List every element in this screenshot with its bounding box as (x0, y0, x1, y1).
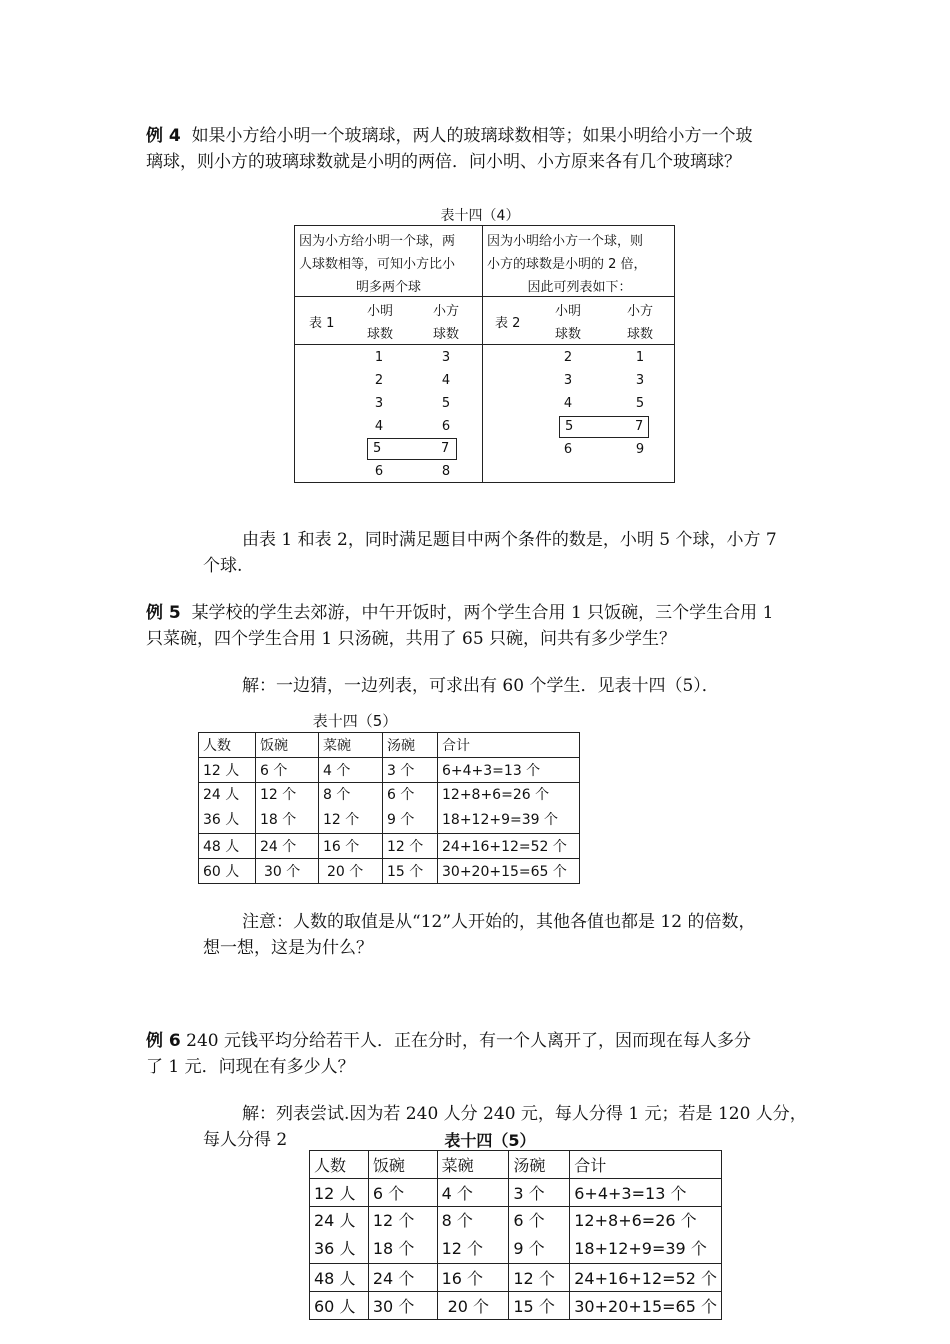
cell: 3 个 (383, 758, 438, 783)
cell: 24+16+12=52 个 (438, 834, 580, 859)
t2-col-xf-2: 球数 (626, 327, 653, 342)
ex6-solution-line2: 每人分得 2 (203, 1130, 288, 1150)
t1-xf-value: 4 (441, 373, 451, 388)
t2-col-xm-1: 小明 (554, 304, 581, 319)
header-soup-bowl: 汤碗 (383, 733, 438, 758)
t2-xf-value: 3 (635, 373, 645, 388)
table-14-5 (198, 732, 580, 884)
cell: 15 个 (383, 859, 438, 884)
ex4-table-title: 表十四（4） (440, 208, 520, 224)
table-rule (295, 296, 674, 297)
cell-line: 6 个 (513, 1211, 545, 1230)
cell (368, 1207, 437, 1264)
header-dish-bowl: 菜碗 (319, 733, 383, 758)
cell: 12 人 (310, 1179, 369, 1207)
t2-xm-value: 4 (563, 396, 573, 411)
cell: 24+16+12=52 个 (570, 1264, 722, 1292)
table-14-4 (294, 225, 675, 483)
cell-line: 18 个 (372, 1239, 415, 1258)
cell (570, 1207, 722, 1264)
table-rule (295, 344, 674, 345)
cell-line: 6 个 (387, 787, 415, 803)
ex4-line1: 如果小方给小明一个玻璃球，两人的玻璃球数相等；如果小明给小方一个玻 (191, 126, 753, 146)
ex5-label: 例 5 (146, 603, 181, 623)
t1-xm-value: 2 (374, 373, 384, 388)
cell-line: 24 人 (314, 1211, 356, 1230)
t1-xf-value: 6 (441, 419, 451, 434)
cell-line: 12 个 (323, 812, 360, 828)
header-dish-bowl: 菜碗 (437, 1151, 509, 1179)
t1-xm-value: 4 (374, 419, 384, 434)
cell-line: 8 个 (441, 1211, 473, 1230)
cell: 30+20+15=65 个 (438, 859, 580, 884)
cell-line: 18 个 (260, 812, 297, 828)
ex4-label: 例 4 (146, 126, 181, 146)
ex6-solution-line1: 解：列表尝试.因为若 240 人分 240 元，每人分得 1 元；若是 120 人分， (242, 1104, 807, 1124)
t1-col-xm-2: 球数 (366, 327, 393, 342)
cell (438, 783, 580, 834)
header-people: 人数 (310, 1151, 369, 1179)
cell: 4 个 (437, 1179, 509, 1207)
t1-xm-value: 1 (374, 350, 384, 365)
cell: 30 个 (256, 859, 319, 884)
header-total: 合计 (438, 733, 580, 758)
ex4-conclusion-line2: 个球. (203, 556, 243, 576)
t1-col-xf-2: 球数 (432, 327, 459, 342)
t1-col-xf-1: 小方 (432, 304, 459, 319)
ex5-solution: 解：一边猜，一边列表，可求出有 60 个学生．见表十四（5）． (242, 676, 719, 696)
table1-label: 表 1 (309, 316, 335, 331)
cell-line: 9 个 (513, 1239, 545, 1258)
cell (256, 783, 319, 834)
cell-line: 12+8+6=26 个 (442, 787, 550, 803)
ex5-table-title: 表十四（5） (312, 712, 398, 730)
cell (310, 1207, 369, 1264)
ex6-table-title: 表十四（5） (444, 1131, 536, 1150)
cell: 30+20+15=65 个 (570, 1292, 722, 1320)
ex5-note-line2: 想一想，这是为什么？ (203, 938, 373, 958)
header-rice-bowl: 饭碗 (256, 733, 319, 758)
t1-xf-value: 7 (441, 441, 450, 456)
cell-line: 36 人 (314, 1239, 356, 1258)
header-total: 合计 (570, 1151, 722, 1179)
cell-line: 8 个 (323, 787, 351, 803)
left-note-line: 人球数相等，可知小方比小 (299, 257, 456, 272)
cell: 6+4+3=13 个 (570, 1179, 722, 1207)
cell (509, 1207, 570, 1264)
right-note-line: 因此可列表如下： (527, 280, 632, 295)
table2-label: 表 2 (495, 316, 521, 331)
right-note-line: 因为小明给小方一个球，则 (487, 234, 644, 249)
header-soup-bowl: 汤碗 (509, 1151, 570, 1179)
ex5-text-line1 (146, 601, 773, 626)
cell: 12 个 (509, 1264, 570, 1292)
t2-xm-value: 3 (563, 373, 573, 388)
cell-line: 18+12+9=39 个 (442, 812, 558, 828)
cell: 48 人 (199, 834, 256, 859)
cell-line: 12 个 (372, 1211, 415, 1230)
cell-line: 9 个 (387, 812, 415, 828)
ex4-text-line1 (146, 124, 753, 149)
cell: 3 个 (509, 1179, 570, 1207)
t2-xf-value: 5 (635, 396, 645, 411)
cell: 60 人 (310, 1292, 369, 1320)
ex6-label: 例 6 (146, 1031, 181, 1051)
cell: 16 个 (319, 834, 383, 859)
t2-xf-value: 7 (635, 419, 644, 434)
ex4-line2: 璃球，则小方的玻璃球数就是小明的两倍．问小明、小方原来各有几个玻璃球？ (146, 152, 741, 172)
cell (319, 783, 383, 834)
cell (383, 783, 438, 834)
cell: 20 个 (437, 1292, 509, 1320)
cell: 20 个 (319, 859, 383, 884)
cell: 24 个 (368, 1264, 437, 1292)
t1-xf-value: 8 (441, 464, 451, 479)
ex6-line2: 了 1 元．问现在有多少人？ (146, 1057, 355, 1077)
t1-xm-value: 3 (374, 396, 384, 411)
cell-line: 12 个 (260, 787, 297, 803)
ex5-line2: 只菜碗，四个学生合用 1 只汤碗，共用了 65 只碗，问共有多少学生？ (146, 629, 677, 649)
ex5-line1: 某学校的学生去郊游，中午开饭时，两个学生合用 1 只饭碗，三个学生合用 1 (191, 603, 774, 623)
t1-col-xm-1: 小明 (366, 304, 393, 319)
t2-xm-value: 5 (565, 419, 574, 434)
cell-line: 36 人 (203, 812, 240, 828)
t2-xm-value: 2 (563, 350, 573, 365)
cell: 6 个 (256, 758, 319, 783)
t1-xf-value: 5 (441, 396, 451, 411)
t2-col-xf-1: 小方 (626, 304, 653, 319)
table-14-5-repeat (309, 1150, 722, 1320)
ex6-line1: 240 元钱平均分给若干人．正在分时，有一个人离开了，因而现在每人多分 (186, 1031, 752, 1051)
left-note-line: 因为小方给小明一个球，两 (299, 234, 456, 249)
cell: 48 人 (310, 1264, 369, 1292)
cell: 15 个 (509, 1292, 570, 1320)
ex6-text-line1 (146, 1029, 751, 1054)
cell: 16 个 (437, 1264, 509, 1292)
cell (199, 783, 256, 834)
cell: 30 个 (368, 1292, 437, 1320)
t1-xf-value: 3 (441, 350, 451, 365)
cell-line: 24 人 (203, 787, 240, 803)
t2-xf-value: 9 (635, 442, 645, 457)
ex5-note-line1: 注意：人数的取值是从“12”人开始的，其他各值也都是 12 的倍数， (242, 912, 756, 932)
left-note-line: 明多两个球 (355, 280, 421, 295)
cell: 24 个 (256, 834, 319, 859)
t1-xm-value: 5 (373, 441, 382, 456)
cell-line: 18+12+9=39 个 (574, 1239, 707, 1258)
cell: 4 个 (319, 758, 383, 783)
cell: 12 人 (199, 758, 256, 783)
t1-xm-value: 6 (374, 464, 384, 479)
header-rice-bowl: 饭碗 (368, 1151, 437, 1179)
header-people: 人数 (199, 733, 256, 758)
cell: 6+4+3=13 个 (438, 758, 580, 783)
table-divider (482, 226, 483, 482)
t2-col-xm-2: 球数 (554, 327, 581, 342)
ex4-conclusion-line1: 由表 1 和表 2，同时满足题目中两个条件的数是，小明 5 个球，小方 7 (242, 530, 777, 550)
right-note-line: 小方的球数是小明的 2 倍， (487, 257, 647, 272)
cell (437, 1207, 509, 1264)
cell: 60 人 (199, 859, 256, 884)
t2-xf-value: 1 (635, 350, 645, 365)
cell-line: 12 个 (441, 1239, 484, 1258)
cell: 6 个 (368, 1179, 437, 1207)
cell: 12 个 (383, 834, 438, 859)
cell-line: 12+8+6=26 个 (574, 1211, 697, 1230)
t2-xm-value: 6 (563, 442, 573, 457)
